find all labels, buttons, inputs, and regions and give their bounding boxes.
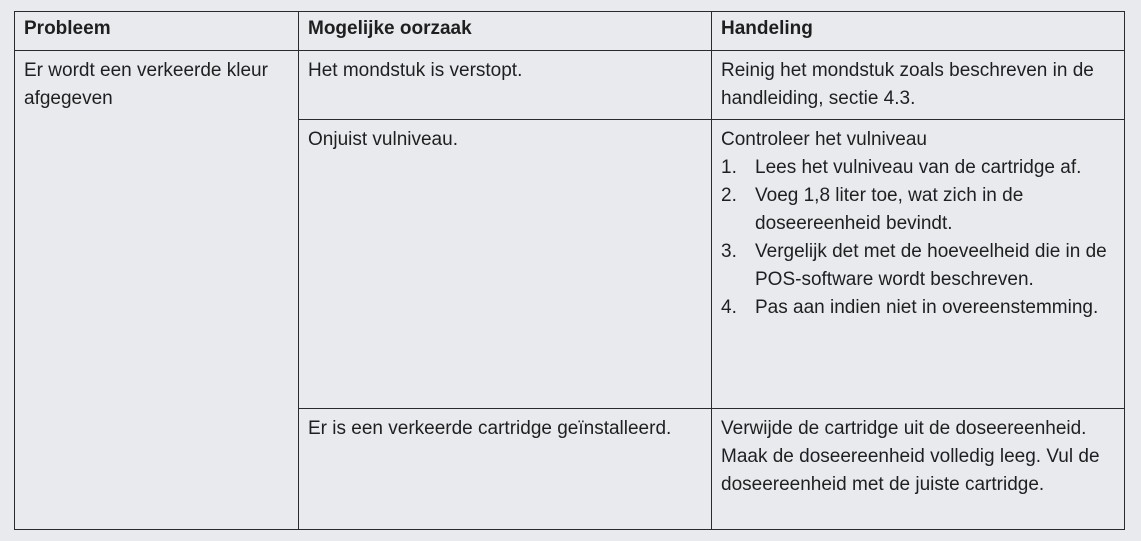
list-item bbox=[721, 238, 1116, 294]
action-cell: Verwijde de cartridge uit de doseereenheid. Maak de doseereenheid volledig leeg. Vul de doseereenheid met de juiste cartridge. bbox=[712, 409, 1125, 530]
step-text: Lees het vulniveau van de cartridge af. bbox=[755, 157, 1082, 178]
problem-cell: Er wordt een verkeerde kleur afgegeven bbox=[15, 51, 299, 530]
action-cell: Reinig het mondstuk zoals beschreven in de handleiding, sectie 4.3. bbox=[712, 51, 1125, 120]
header-cause: Mogelijke oorzaak bbox=[299, 12, 712, 51]
cause-cell: Er is een verkeerde cartridge geïnstalleerd. bbox=[299, 409, 712, 530]
steps-list bbox=[721, 154, 1116, 322]
step-text: Voeg 1,8 liter toe, wat zich in de doseereenheid bevindt. bbox=[755, 185, 1024, 234]
list-item bbox=[721, 294, 1116, 322]
action-intro: Controleer het vulniveau bbox=[721, 129, 927, 150]
step-number: 3. bbox=[721, 241, 737, 262]
table-row bbox=[15, 51, 1125, 120]
header-action: Handeling bbox=[712, 12, 1125, 51]
action-cell bbox=[712, 120, 1125, 409]
list-item bbox=[721, 182, 1116, 238]
step-text: Pas aan indien niet in overeenstemming. bbox=[755, 297, 1099, 318]
header-row bbox=[15, 12, 1125, 51]
step-number: 2. bbox=[721, 185, 737, 206]
header-problem: Probleem bbox=[15, 12, 299, 51]
step-number: 1. bbox=[721, 157, 737, 178]
step-number: 4. bbox=[721, 297, 737, 318]
step-text: Vergelijk det met de hoeveelheid die in de POS-software wordt beschreven. bbox=[755, 241, 1107, 290]
cause-cell: Het mondstuk is verstopt. bbox=[299, 51, 712, 120]
list-item bbox=[721, 154, 1116, 182]
troubleshooting-table bbox=[14, 11, 1125, 530]
cause-cell: Onjuist vulniveau. bbox=[299, 120, 712, 409]
